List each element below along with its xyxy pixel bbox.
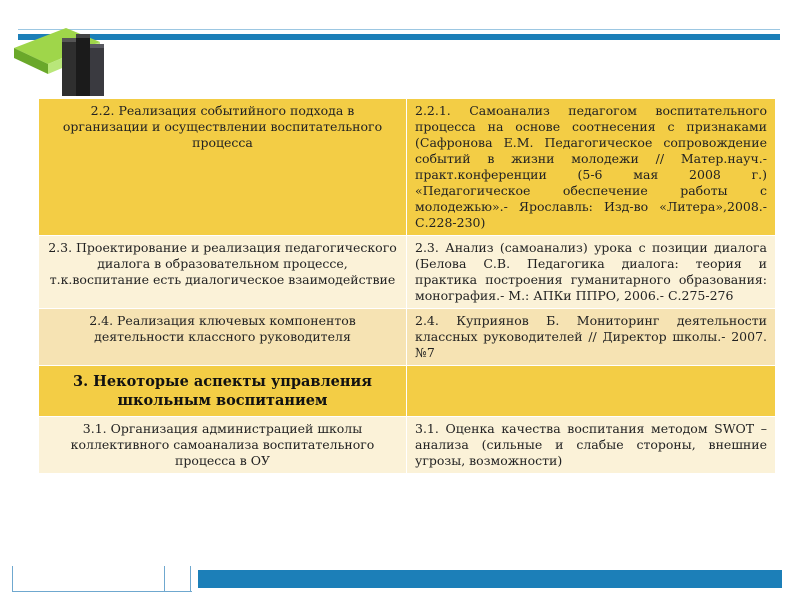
- books-icon: [8, 8, 118, 100]
- table-row: [39, 236, 776, 309]
- table-cell: 2.2. Реализация событийного подхода в организации и осуществлении воспитательного процесса: [39, 99, 407, 236]
- table-cell: 2.3. Проектирование и реализация педагогического диалога в образовательном процессе, т.к.воспитание есть диалогическое взаимодействие: [39, 236, 407, 309]
- bottom-tick: [190, 566, 191, 592]
- table-cell: 3.1. Оценка качества воспитания методом SWOT –анализа (сильные и слабые стороны, внешние угрозы, возможности): [407, 417, 776, 474]
- table-row-heading: [39, 366, 776, 417]
- section-heading: 3. Некоторые аспекты управления школьным воспитанием: [39, 366, 407, 417]
- table-cell: 3.1. Организация администрацией школы коллективного самоанализа воспитательного процесса в ОУ: [39, 417, 407, 474]
- bottom-tick-line: [12, 591, 192, 592]
- table-cell: 2.2.1. Самоанализ педагогом воспитательного процесса на основе соотнесения с признаками (Сафронова Е.М. Педагогическое сопровождение событий в жизни молодежи // Матер.науч.-практ.конференции (5-6 мая 2008 г.) «Педагогическое обеспечение работы с молодежью».- Ярославль: Изд-во «Литера»,2008.- С.228-230): [407, 99, 776, 236]
- bottom-tick: [12, 566, 13, 592]
- bottom-tick: [164, 566, 165, 592]
- table-cell: 2.4. Куприянов Б. Мониторинг деятельности классных руководителей // Директор школы.- 2007. №7: [407, 309, 776, 366]
- table-row: [39, 99, 776, 236]
- top-divider-bar: [18, 34, 780, 40]
- top-divider-thin: [18, 29, 780, 30]
- table-row: [39, 309, 776, 366]
- methods-table: [38, 98, 776, 474]
- table-cell: 2.4. Реализация ключевых компонентов деятельности классного руководителя: [39, 309, 407, 366]
- table-cell: 2.3. Анализ (самоанализ) урока с позиции диалога (Белова С.В. Педагогика диалога: теория и практика построения гуманитарного образования: монография.- М.: АПКи ППРО, 2006.- С.275-276: [407, 236, 776, 309]
- bottom-divider-bar: [198, 570, 782, 588]
- table-cell: [407, 366, 776, 417]
- table-row: [39, 417, 776, 474]
